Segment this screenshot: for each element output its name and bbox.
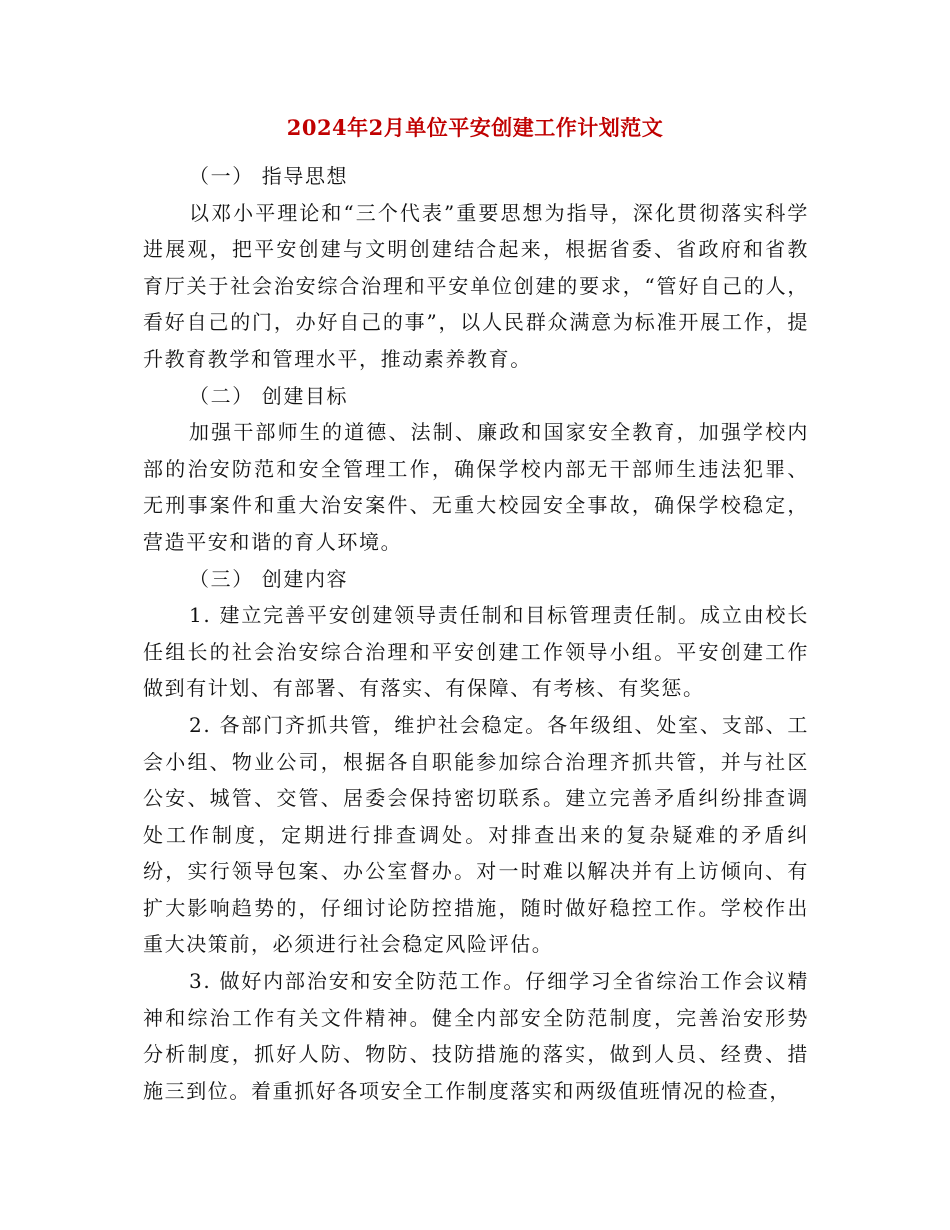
document-body: [143, 158, 809, 1109]
section-heading-guiding-ideology: （一） 指导思想: [189, 164, 349, 188]
paragraph-goals: 加强干部师生的道德、法制、廉政和国家安全教育，加强学校内部的治安防范和安全管理工作，确保学校内部无干部师生违法犯罪、无刑事案件和重大治安案件、无重大校园安全事故，确保学校稳定，营造平安和谐的育人环境。: [143, 420, 809, 554]
document-title: 2024年2月单位平安创建工作计划范文: [286, 115, 664, 140]
paragraph-item-3: 3. 做好内部治安和安全防范工作。仔细学习全省综治工作会议精神和综治工作有关文件精神。健全内部安全防范制度，完善治安形势分析制度，抓好人防、物防、技防措施的落实，做到人员、经费、措施三到位。着重抓好各项安全工作制度落实和两级值班情况的检查，: [143, 969, 809, 1103]
paragraph-item-1: 1. 建立完善平安创建领导责任制和目标管理责任制。成立由校长任组长的社会治安综合治理和平安创建工作领导小组。平安创建工作做到有计划、有部署、有落实、有保障、有考核、有奖惩。: [143, 603, 809, 701]
paragraph-item-2: 2. 各部门齐抓共管，维护社会稳定。各年级组、处室、支部、工会小组、物业公司，根据各自职能参加综合治理齐抓共管，并与社区公安、城管、交管、居委会保持密切联系。建立完善矛盾纠纷排查调处工作制度，定期进行排查调处。对排查出来的复杂疑难的矛盾纠纷，实行领导包案、办公室督办。对一时难以解决并有上访倾向、有扩大影响趋势的，仔细讨论防控措施，随时做好稳控工作。学校作出重大决策前，必须进行社会稳定风险评估。: [143, 712, 809, 957]
section-heading-content: （三） 创建内容: [189, 566, 349, 591]
paragraph-guiding-ideology: 以邓小平理论和“三个代表”重要思想为指导，深化贯彻落实科学进展观，把平安创建与文明创建结合起来，根据省委、省政府和省教育厅关于社会治安综合治理和平安单位创建的要求，“管好自己的人，看好自己的门，办好自己的事”，以人民群众满意为标准开展工作，提升教育教学和管理水平，推动素养教育。: [143, 200, 809, 371]
section-heading-goals: （二） 创建目标: [189, 383, 349, 408]
